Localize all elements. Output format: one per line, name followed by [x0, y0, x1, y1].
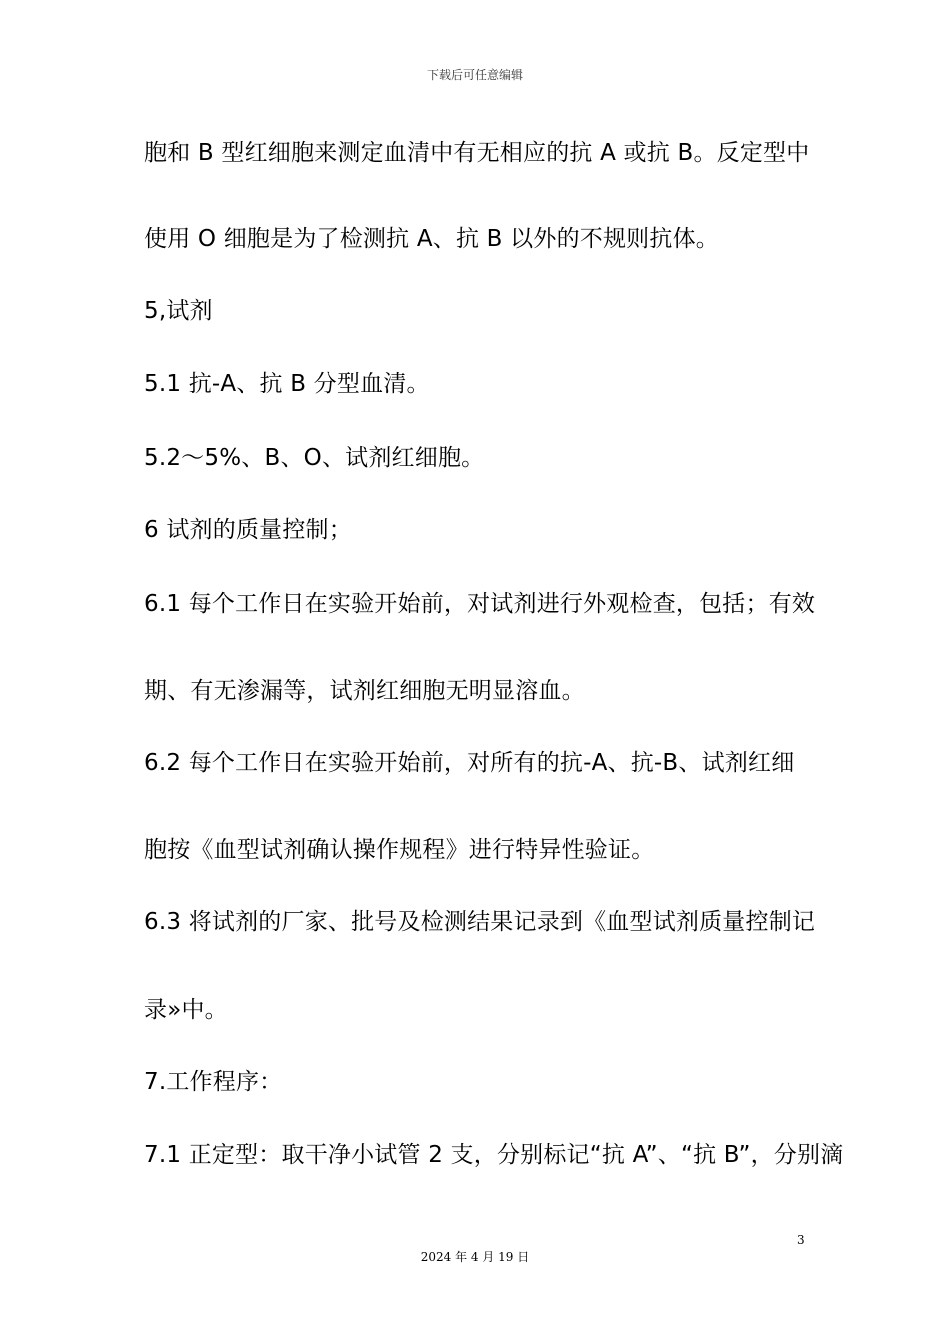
body-line-2: 使用 O 细胞是为了检测抗 A、抗 B 以外的不规则抗体。: [144, 226, 719, 252]
body-line-8: 期、有无渗漏等，试剂红细胞无明显溶血。: [144, 678, 585, 704]
body-line-11: 6.3 将试剂的厂家、批号及检测结果记录到《血型试剂质量控制记: [144, 909, 816, 935]
section-heading-reagents: 5,试剂: [144, 298, 213, 324]
footer-date: 2024 年 4 月 19 日: [420, 1250, 530, 1264]
page-number: 3: [797, 1233, 805, 1247]
body-line-1: 胞和 B 型红细胞来测定血清中有无相应的抗 A 或抗 B。反定型中: [144, 140, 810, 166]
body-line-9: 6.2 每个工作日在实验开始前，对所有的抗-A、抗-B、试剂红细: [144, 750, 795, 776]
section-heading-procedure: 7.工作程序：: [144, 1069, 283, 1095]
body-line-14: 7.1 正定型：取干净小试管 2 支，分别标记“抗 A”、“抗 B”，分别滴: [144, 1142, 844, 1168]
body-line-5: 5.2～5%、B、O、试剂红细胞。: [144, 445, 485, 471]
page-header: 下载后可任意编辑: [426, 68, 523, 82]
body-line-10: 胞按《血型试剂确认操作规程》进行特异性验证。: [144, 837, 655, 863]
body-line-12: 录»中。: [144, 997, 228, 1023]
body-line-4: 5.1 抗-A、抗 B 分型血清。: [144, 371, 430, 397]
body-line-7: 6.1 每个工作日在实验开始前，对试剂进行外观检查，包括；有效: [144, 591, 816, 617]
section-heading-quality-control: 6 试剂的质量控制；: [144, 517, 352, 543]
